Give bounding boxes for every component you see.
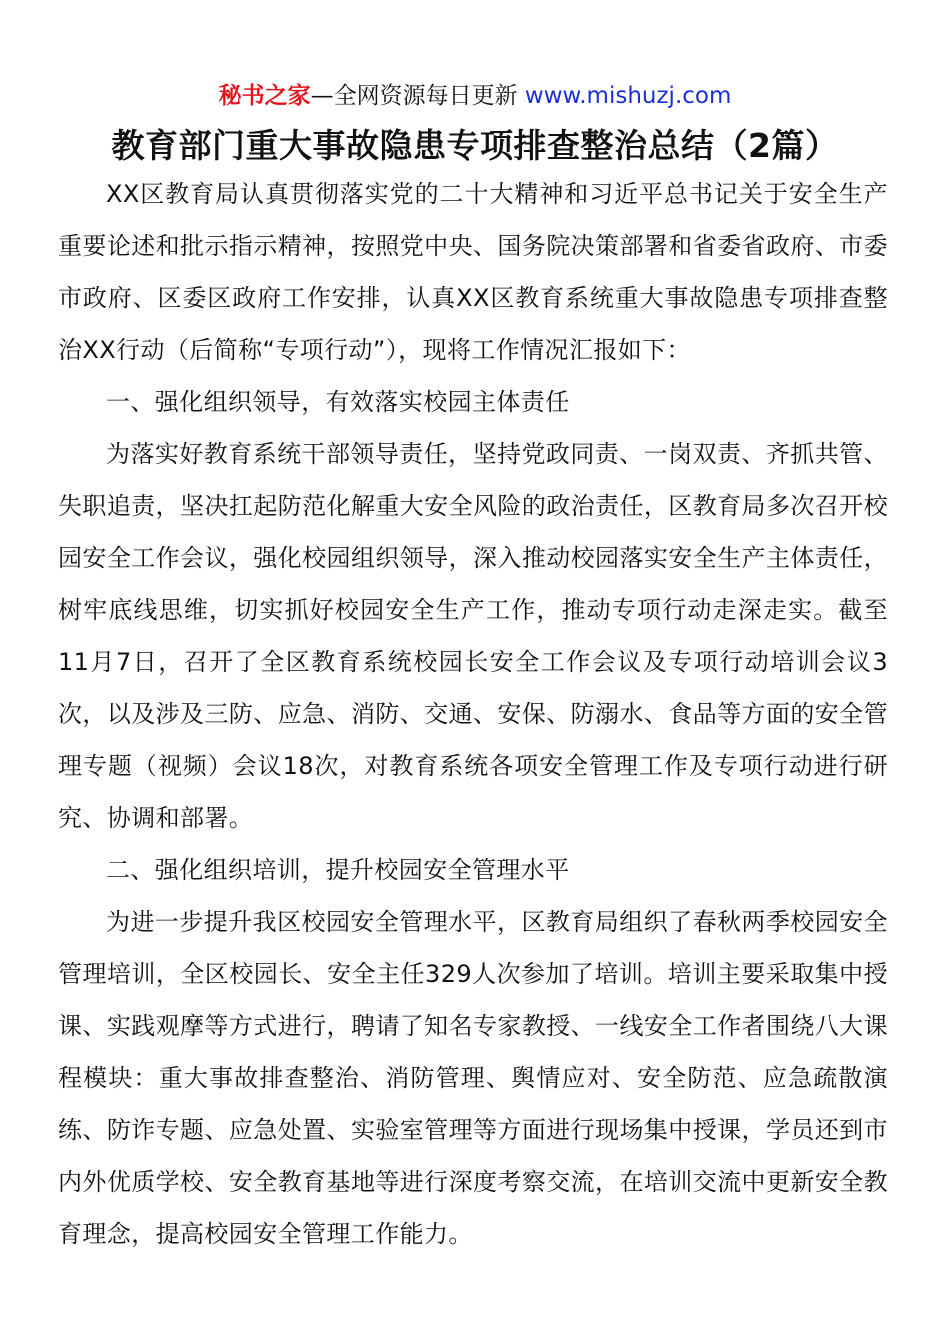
document-body [58,168,888,1260]
site-tagline: —全网资源每日更新 [310,83,525,109]
document-title: 教育部门重大事故隐患专项排查整治总结（2篇） [111,126,839,165]
section-2-paragraph: 为进一步提升我区校园安全管理水平，区教育局组织了春秋两季校园安全管理培训，全区校园长、安全主任329人次参加了培训。培训主要采取集中授课、实践观摩等方式进行，聘请了知名专家教授、一线安全工作者围绕八大课程模块：重大事故排查整治、消防管理、舆情应对、安全防范、应急疏散演练、防诈专题、应急处置、实验室管理等方面进行现场集中授课，学员还到市内外优质学校、安全教育基地等进行深度考察交流，在培训交流中更新安全教育理念，提高校园安全管理工作能力。 [58,908,888,1248]
site-brand: 秘书之家 [218,83,311,109]
section-heading-1: 一、强化组织领导，有效落实校园主体责任 [106,388,570,416]
section-1-paragraph: 为落实好教育系统干部领导责任，坚持党政同责、一岗双责、齐抓共管、失职追责，坚决扛起防范化解重大安全风险的政治责任，区教育局多次召开校园安全工作会议，强化校园组织领导，深入推动校园落实安全生产主体责任，树牢底线思维，切实抓好校园安全生产工作，推动专项行动走深走实。截至11月7日，召开了全区教育系统校园长安全工作会议及专项行动培训会议3次，以及涉及三防、应急、消防、交通、安保、防溺水、食品等方面的安全管理专题（视频）会议18次，对教育系统各项安全管理工作及专项行动进行研究、协调和部署。 [58,440,888,832]
site-url-link[interactable]: www.mishuzj.com [524,83,732,109]
section-heading-2: 二、强化组织培训，提升校园安全管理水平 [106,856,570,884]
site-header [0,80,950,112]
intro-paragraph: XX区教育局认真贯彻落实党的二十大精神和习近平总书记关于安全生产重要论述和批示指示精神，按照党中央、国务院决策部署和省委省政府、市委市政府、区委区政府工作安排，认真XX区教育系统重大事故隐患专项排查整治XX行动（后简称“专项行动”），现将工作情况汇报如下： [58,180,888,364]
